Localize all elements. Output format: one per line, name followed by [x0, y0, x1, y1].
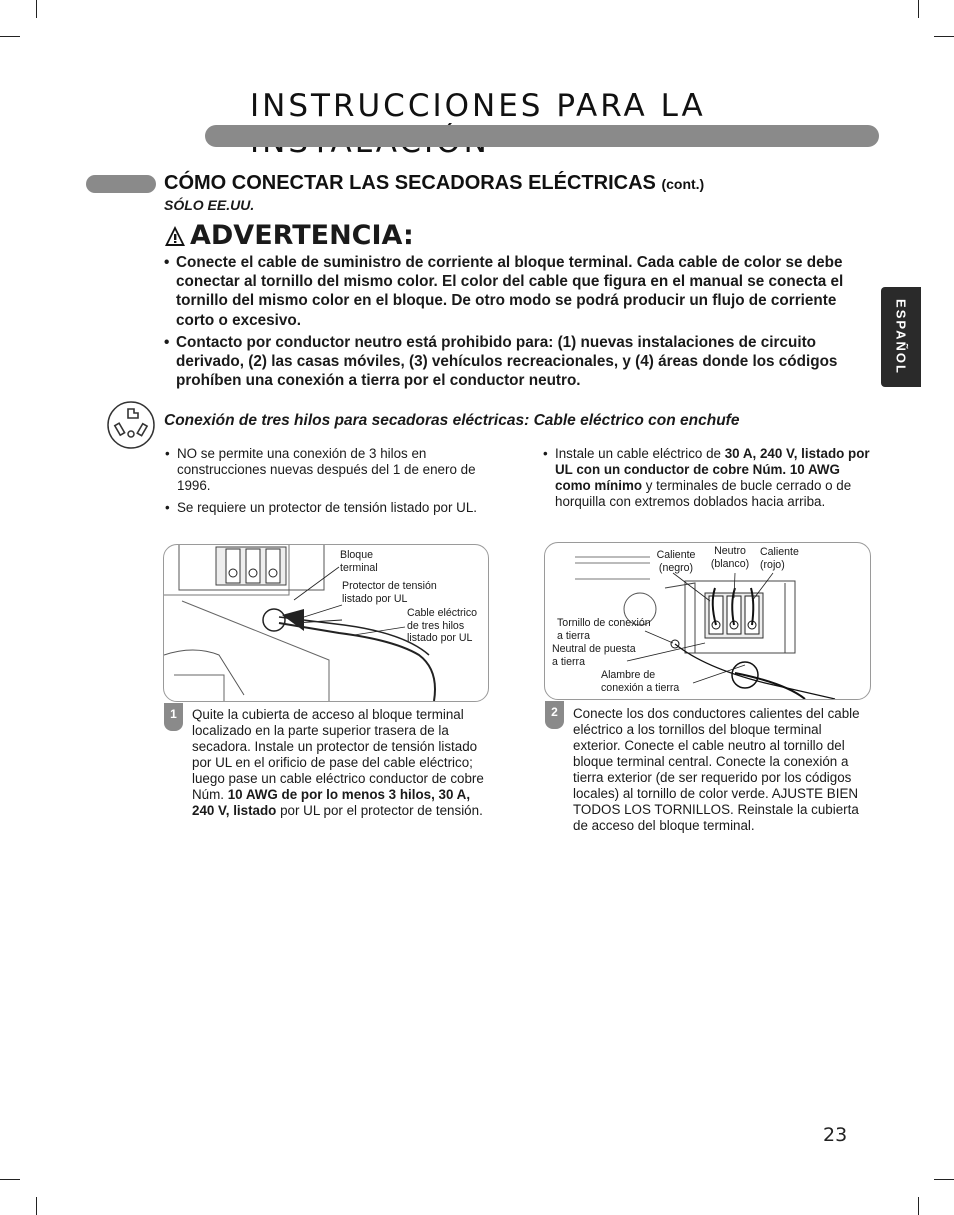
page-title: INSTRUCCIONES PARA LA	[250, 88, 706, 124]
warning-item-text: Contacto por conductor neutro está prohibido para: (1) nuevas instalaciones de circuito derivado, (2) las casas móviles, (3) vehículos recreacionales, y (4) áreas donde los códigos prohíben una conexión a tierra por el conductor neutro.	[176, 333, 838, 390]
crop-mark	[918, 1197, 919, 1215]
step-text-bold: 10 AWG de por lo menos 3 hilos, 30 A, 240 V, listado	[192, 787, 471, 818]
section-title-text: CÓMO CONECTAR LAS SECADORAS ELÉCTRICAS	[164, 172, 656, 194]
section-subtitle: SÓLO EE.UU.	[164, 197, 255, 213]
list-item	[165, 500, 495, 516]
step-2-text: Conecte los dos conductores calientes del cable eléctrico a los tornillos del bloque terminal exterior. Conecte el cable neutro al tornillo del bloque terminal central. Conecte la conexión a tierra exterior (de ser requerido por los códigos locales) al tornillo de color verde. AJUSTE BIEN TODOS LOS TORNILLOS. Reinstale la cubierta de acceso del bloque terminal.	[573, 706, 860, 833]
figure-label: Neutral de puesta a tierra	[552, 643, 636, 668]
warning-heading-text: ADVERTENCIA:	[190, 220, 414, 251]
step-number-badge: 1	[164, 703, 183, 731]
section-title	[164, 172, 704, 195]
figure-label: Neutro (blanco)	[710, 545, 750, 570]
figure-label: Bloque terminal	[340, 549, 378, 574]
crop-mark	[0, 1179, 20, 1180]
crop-mark	[934, 36, 954, 37]
bullet: •	[164, 333, 170, 351]
list-item-text-bold: 30 A, 240 V, listado por UL con un conductor de cobre Núm. 10 AWG como mínimo	[555, 446, 870, 493]
three-prong-outlet-icon	[106, 400, 156, 450]
step-text: Quite la cubierta de acceso al bloque terminal localizado en la parte superior trasera de la secadora. Instale un protector de tensión listado por UL en el orificio de pase del cable eléctrico; luego pase un cable eléctrico conductor de cobre Núm.	[192, 707, 484, 802]
warning-icon	[164, 225, 186, 247]
step-text-tail: por UL por el protector de tensión.	[276, 803, 483, 818]
figure-2	[544, 542, 871, 700]
bullet: •	[164, 254, 170, 271]
bullet: •	[165, 500, 170, 515]
list-item-text-post: y terminales de bucle cerrado o de horquilla con extremos doblados hacia arriba.	[555, 478, 852, 509]
figure-label: Cable eléctrico de tres hilos listado por UL	[407, 607, 478, 644]
crop-mark	[36, 1197, 37, 1215]
crop-mark	[0, 36, 20, 37]
figure-label: Caliente (negro)	[656, 549, 696, 574]
crop-mark	[934, 1179, 954, 1180]
warning-list	[164, 253, 869, 393]
warning-item-text: Conecte el cable de suministro de corriente al bloque terminal. Cada cable de color se debe conectar al tornillo del mismo color. El color del cable que figura en el manual se conecta el tornillo del mismo color en el bloque. De otro modo se podrá producir un flujo de corriente corto o excesivo.	[176, 254, 844, 329]
section-pill	[86, 175, 156, 193]
section-title-suffix: (cont.)	[661, 176, 705, 192]
warning-heading	[164, 220, 414, 251]
right-bullets	[543, 446, 875, 516]
bullet: •	[165, 446, 170, 461]
warning-item	[164, 253, 869, 330]
figure-label: Tornillo de conexión a tierra	[557, 617, 651, 642]
list-item-text: NO se permite una conexión de 3 hilos en construcciones nuevas después del 1 de enero de 1996.	[177, 446, 476, 493]
list-item-text-pre: Instale un cable eléctrico de	[555, 446, 725, 461]
figure-label: Protector de tensión listado por UL	[342, 580, 437, 605]
figure-label: Caliente (rojo)	[760, 546, 799, 571]
list-item	[165, 446, 495, 494]
figure-label: Alambre de conexión a tierra	[601, 669, 680, 694]
list-item-text: Se requiere un protector de tensión listado por UL.	[177, 500, 477, 515]
crop-mark	[36, 0, 37, 18]
figure-1	[163, 544, 489, 702]
step-1-text	[192, 707, 490, 819]
list-item	[543, 446, 875, 510]
language-tab-label: ESPAÑOL	[893, 299, 909, 375]
left-bullets	[165, 446, 495, 522]
language-tab	[881, 287, 921, 387]
step-number-badge: 2	[545, 701, 564, 729]
crop-mark	[918, 0, 919, 18]
subsection-title: Conexión de tres hilos para secadoras eléctricas: Cable eléctrico con enchufe	[164, 412, 740, 429]
title-bar	[205, 125, 879, 147]
warning-item	[164, 333, 869, 391]
page-number: 23	[823, 1124, 848, 1146]
bullet: •	[543, 446, 548, 461]
